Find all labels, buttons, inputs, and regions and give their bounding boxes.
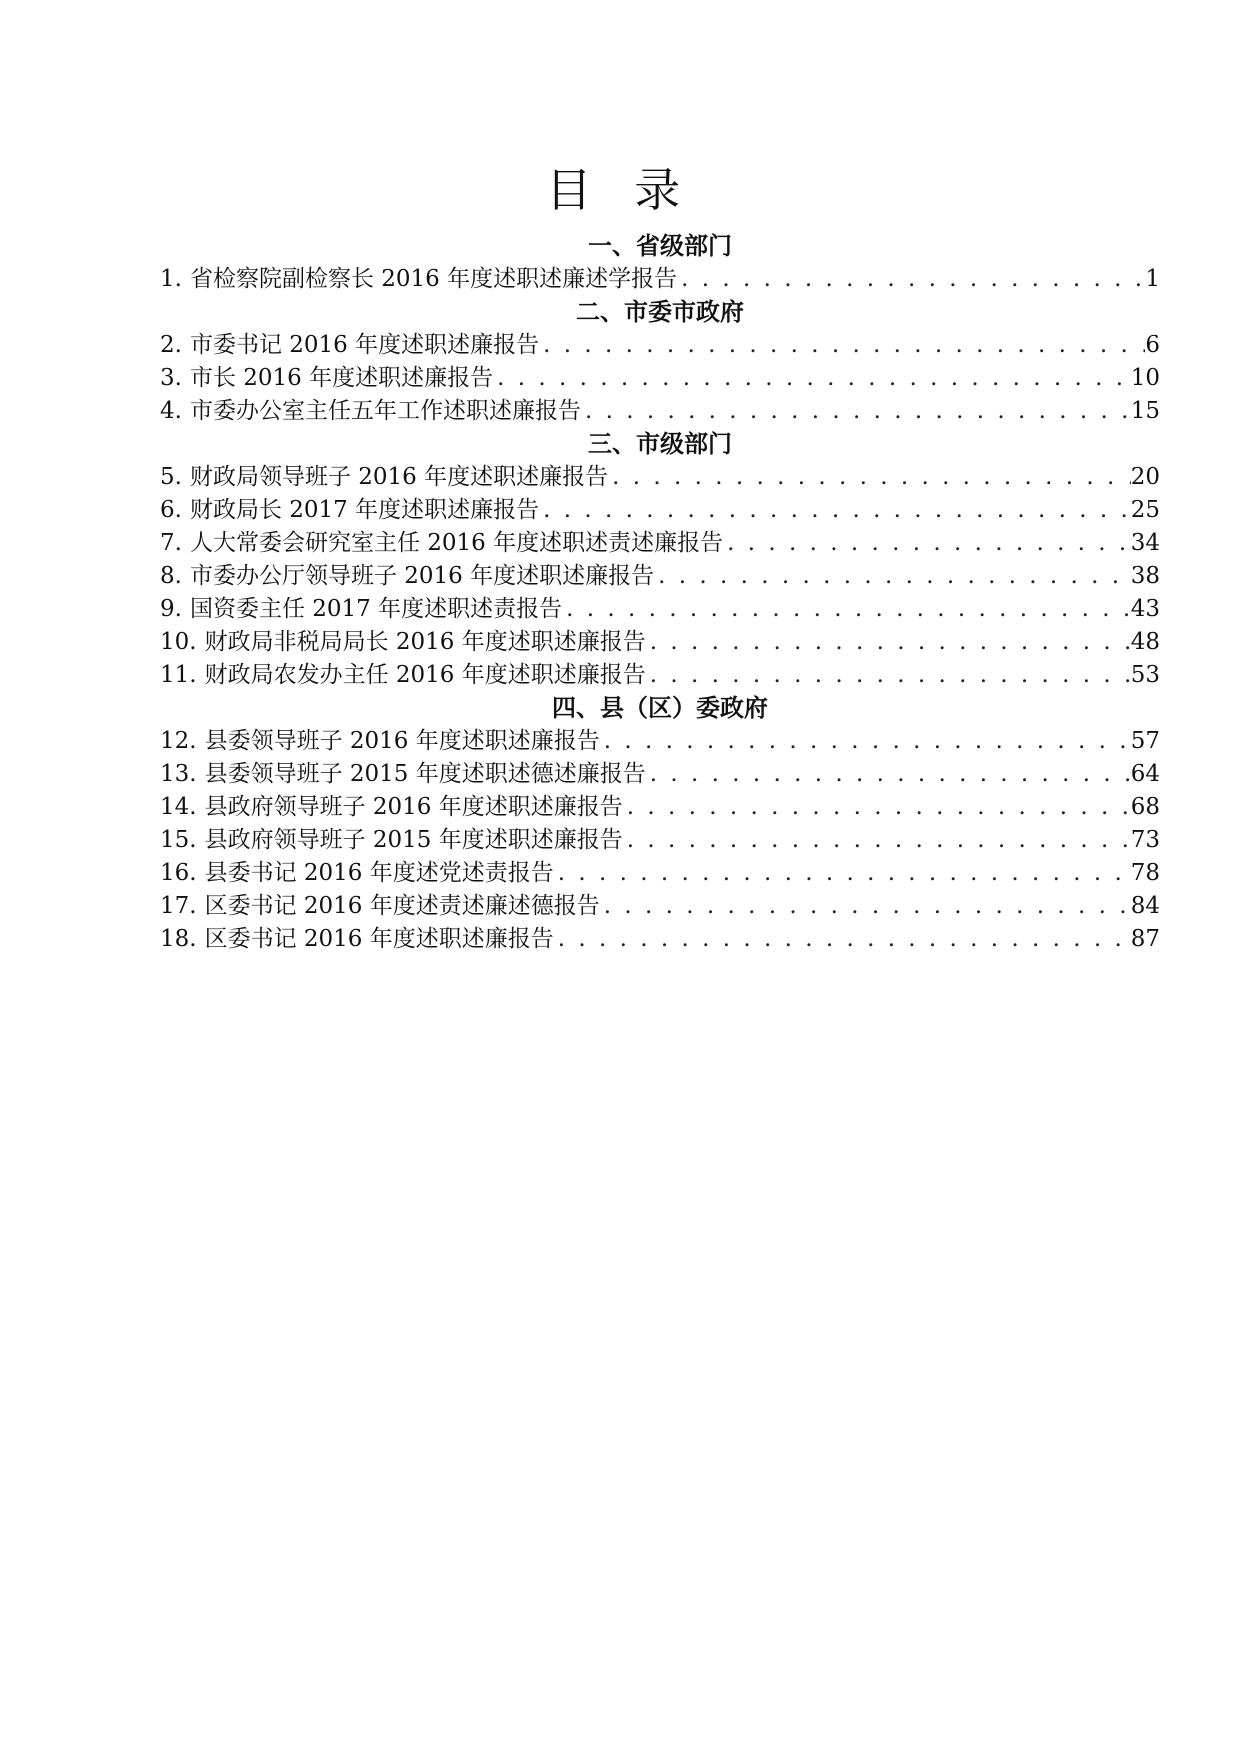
- toc-entry[interactable]: [160, 923, 1160, 956]
- dot-leader: [600, 725, 1131, 758]
- entry-page-number: 20: [1130, 464, 1160, 490]
- dot-leader: [646, 758, 1131, 791]
- entry-page-number: 57: [1130, 728, 1160, 754]
- dot-leader: [562, 593, 1131, 626]
- toc-entry[interactable]: [160, 659, 1160, 692]
- entry-number: 1.: [160, 266, 182, 292]
- toc-entry[interactable]: [160, 626, 1160, 659]
- toc-entry[interactable]: [160, 560, 1160, 593]
- toc-title: 目 录: [545, 163, 695, 217]
- section-heading: 三、市级部门: [588, 430, 732, 458]
- toc-entry[interactable]: [160, 461, 1160, 494]
- entry-number: 7.: [160, 530, 182, 556]
- entry-page-number: 1: [1145, 266, 1160, 292]
- toc-entry[interactable]: [160, 857, 1160, 890]
- entry-page-number: 43: [1130, 596, 1160, 622]
- entry-page-number: 53: [1130, 662, 1160, 688]
- toc-entry[interactable]: [160, 890, 1160, 923]
- entry-page-number: 73: [1130, 827, 1160, 853]
- section-heading: 四、县（区）委政府: [552, 694, 768, 722]
- entry-number: 5.: [160, 464, 182, 490]
- entry-number: 3.: [160, 365, 182, 391]
- entry-number: 11.: [160, 662, 197, 688]
- entry-page-number: 78: [1130, 860, 1160, 886]
- toc-entry[interactable]: [160, 329, 1160, 362]
- entry-title: 市委办公室主任五年工作述职述廉报告: [189, 398, 581, 424]
- entry-number: 2.: [160, 332, 182, 358]
- entry-number: 14.: [160, 794, 197, 820]
- entry-title: 国资委主任 2017 年度述职述责报告: [189, 596, 563, 622]
- toc-entry[interactable]: [160, 725, 1160, 758]
- toc-entry[interactable]: [160, 395, 1160, 428]
- toc-entry[interactable]: [160, 494, 1160, 527]
- entry-page-number: 6: [1145, 332, 1160, 358]
- toc-entry[interactable]: [160, 824, 1160, 857]
- entry-title: 市委办公厅领导班子 2016 年度述职述廉报告: [189, 563, 655, 589]
- entry-title: 县委领导班子 2015 年度述职述德述廉报告: [204, 761, 646, 787]
- toc-entry[interactable]: [160, 758, 1160, 791]
- entry-title: 省检察院副检察长 2016 年度述职述廉述学报告: [189, 266, 678, 292]
- dot-leader: [623, 791, 1131, 824]
- section-heading: 二、市委市政府: [576, 298, 744, 326]
- table-of-contents: [160, 230, 1160, 956]
- entry-page-number: 64: [1130, 761, 1160, 787]
- entry-title: 区委书记 2016 年度述职述廉报告: [204, 926, 554, 952]
- dot-leader: [654, 560, 1131, 593]
- entry-title: 县政府领导班子 2016 年度述职述廉报告: [204, 794, 623, 820]
- entry-number: 13.: [160, 761, 197, 787]
- entry-page-number: 15: [1130, 398, 1160, 424]
- entry-page-number: 10: [1130, 365, 1160, 391]
- toc-entry[interactable]: [160, 791, 1160, 824]
- entry-number: 8.: [160, 563, 182, 589]
- entry-page-number: 48: [1130, 629, 1160, 655]
- entry-title: 人大常委会研究室主任 2016 年度述职述责述廉报告: [189, 530, 724, 556]
- entry-number: 9.: [160, 596, 182, 622]
- dot-leader: [646, 659, 1131, 692]
- dot-leader: [581, 395, 1131, 428]
- dot-leader: [677, 263, 1145, 296]
- dot-leader: [554, 857, 1131, 890]
- entry-title: 市委书记 2016 年度述职述廉报告: [189, 332, 540, 358]
- entry-title: 财政局长 2017 年度述职述廉报告: [189, 497, 540, 523]
- toc-entry[interactable]: [160, 527, 1160, 560]
- entry-title: 县政府领导班子 2015 年度述职述廉报告: [204, 827, 623, 853]
- entry-title: 区委书记 2016 年度述责述廉述德报告: [204, 893, 600, 919]
- entry-title: 财政局非税局局长 2016 年度述职述廉报告: [204, 629, 646, 655]
- entry-number: 12.: [160, 728, 197, 754]
- entry-number: 18.: [160, 926, 197, 952]
- entry-page-number: 38: [1130, 563, 1160, 589]
- entry-page-number: 34: [1130, 530, 1160, 556]
- toc-entry[interactable]: [160, 263, 1160, 296]
- toc-entry[interactable]: [160, 362, 1160, 395]
- entry-title: 财政局领导班子 2016 年度述职述廉报告: [189, 464, 609, 490]
- entry-title: 财政局农发办主任 2016 年度述职述廉报告: [204, 662, 646, 688]
- dot-leader: [539, 494, 1131, 527]
- entry-title: 县委书记 2016 年度述党述责报告: [204, 860, 554, 886]
- entry-number: 10.: [160, 629, 197, 655]
- dot-leader: [723, 527, 1131, 560]
- section-heading: 一、省级部门: [588, 232, 732, 260]
- entry-page-number: 25: [1130, 497, 1160, 523]
- dot-leader: [623, 824, 1131, 857]
- entry-page-number: 68: [1130, 794, 1160, 820]
- entry-number: 6.: [160, 497, 182, 523]
- dot-leader: [554, 923, 1131, 956]
- dot-leader: [600, 890, 1131, 923]
- entry-page-number: 84: [1130, 893, 1160, 919]
- dot-leader: [646, 626, 1131, 659]
- entry-number: 4.: [160, 398, 182, 424]
- entry-title: 县委领导班子 2016 年度述职述廉报告: [204, 728, 600, 754]
- entry-number: 17.: [160, 893, 197, 919]
- toc-entry[interactable]: [160, 593, 1160, 626]
- dot-leader: [539, 329, 1145, 362]
- entry-number: 15.: [160, 827, 197, 853]
- entry-page-number: 87: [1130, 926, 1160, 952]
- dot-leader: [608, 461, 1131, 494]
- dot-leader: [493, 362, 1131, 395]
- entry-title: 市长 2016 年度述职述廉报告: [189, 365, 494, 391]
- entry-number: 16.: [160, 860, 197, 886]
